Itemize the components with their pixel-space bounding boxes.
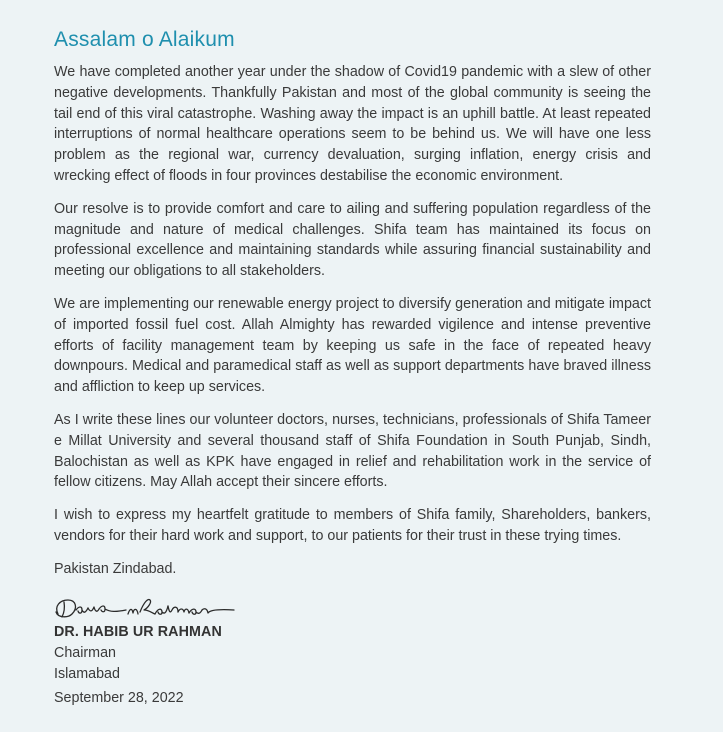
signatory-title: Chairman [54,644,116,661]
letter [54,28,651,709]
paragraph-renewable-energy: We are implementing our renewable energy project to diversify generation and mitigate impact of imported fossil fuel cost. Allah Almighty has rewarded vigilence and intense preventive efforts of facility management team by keeping us safe in the face of repeated heavy downpours. Medical and paramedical staff as well as support departments have braved illness and affliction to keep up services. [54,295,651,396]
letter-date: September 28, 2022 [54,689,184,706]
signatory-name: DR. HABIB UR RAHMAN [54,623,222,640]
signature-block [54,622,651,709]
handwritten-signature [52,592,242,622]
signatory-location: Islamabad [54,665,120,682]
paragraph-relief-work: As I write these lines our volunteer doctors, nurses, technicians, professionals of Shifa Tameer e Millat University and several thousand staff of Shifa Foundation in South Punjab, Sindh, Balochistan as well as KPK have engaged in relief and rehabilitation work in the service of fellow citizens. May Allah accept their sincere efforts. [54,411,651,491]
closing-line: Pakistan Zindabad. [54,560,177,577]
greeting-heading: Assalam o Alaikum [54,28,235,51]
paragraph-resolve: Our resolve is to provide comfort and care to ailing and suffering population regardless of the magnitude and nature of medical challenges. Shifa team has maintained its focus on professional excellence and maintaining standards while assuring financial sustainability and meeting our obligations to all stakeholders. [54,200,651,280]
paragraph-gratitude: I wish to express my heartfelt gratitude to members of Shifa family, Shareholders, bankers, vendors for their hard work and support, to our patients for their trust in these trying times. [54,507,651,544]
paragraph-covid: We have completed another year under the shadow of Covid19 pandemic with a slew of other negative developments. Thankfully Pakistan and most of the global community is seeing the tail end of this viral catastrophe. Washing away the impact is an uphill battle. At least repeated interruptions of normal healthcare operations seem to be behind us. We will have one less problem as the regional war, currency devaluation, surging inflation, energy crisis and wrecking effect of floods in four provinces destabilise the economic environment. [54,64,651,184]
